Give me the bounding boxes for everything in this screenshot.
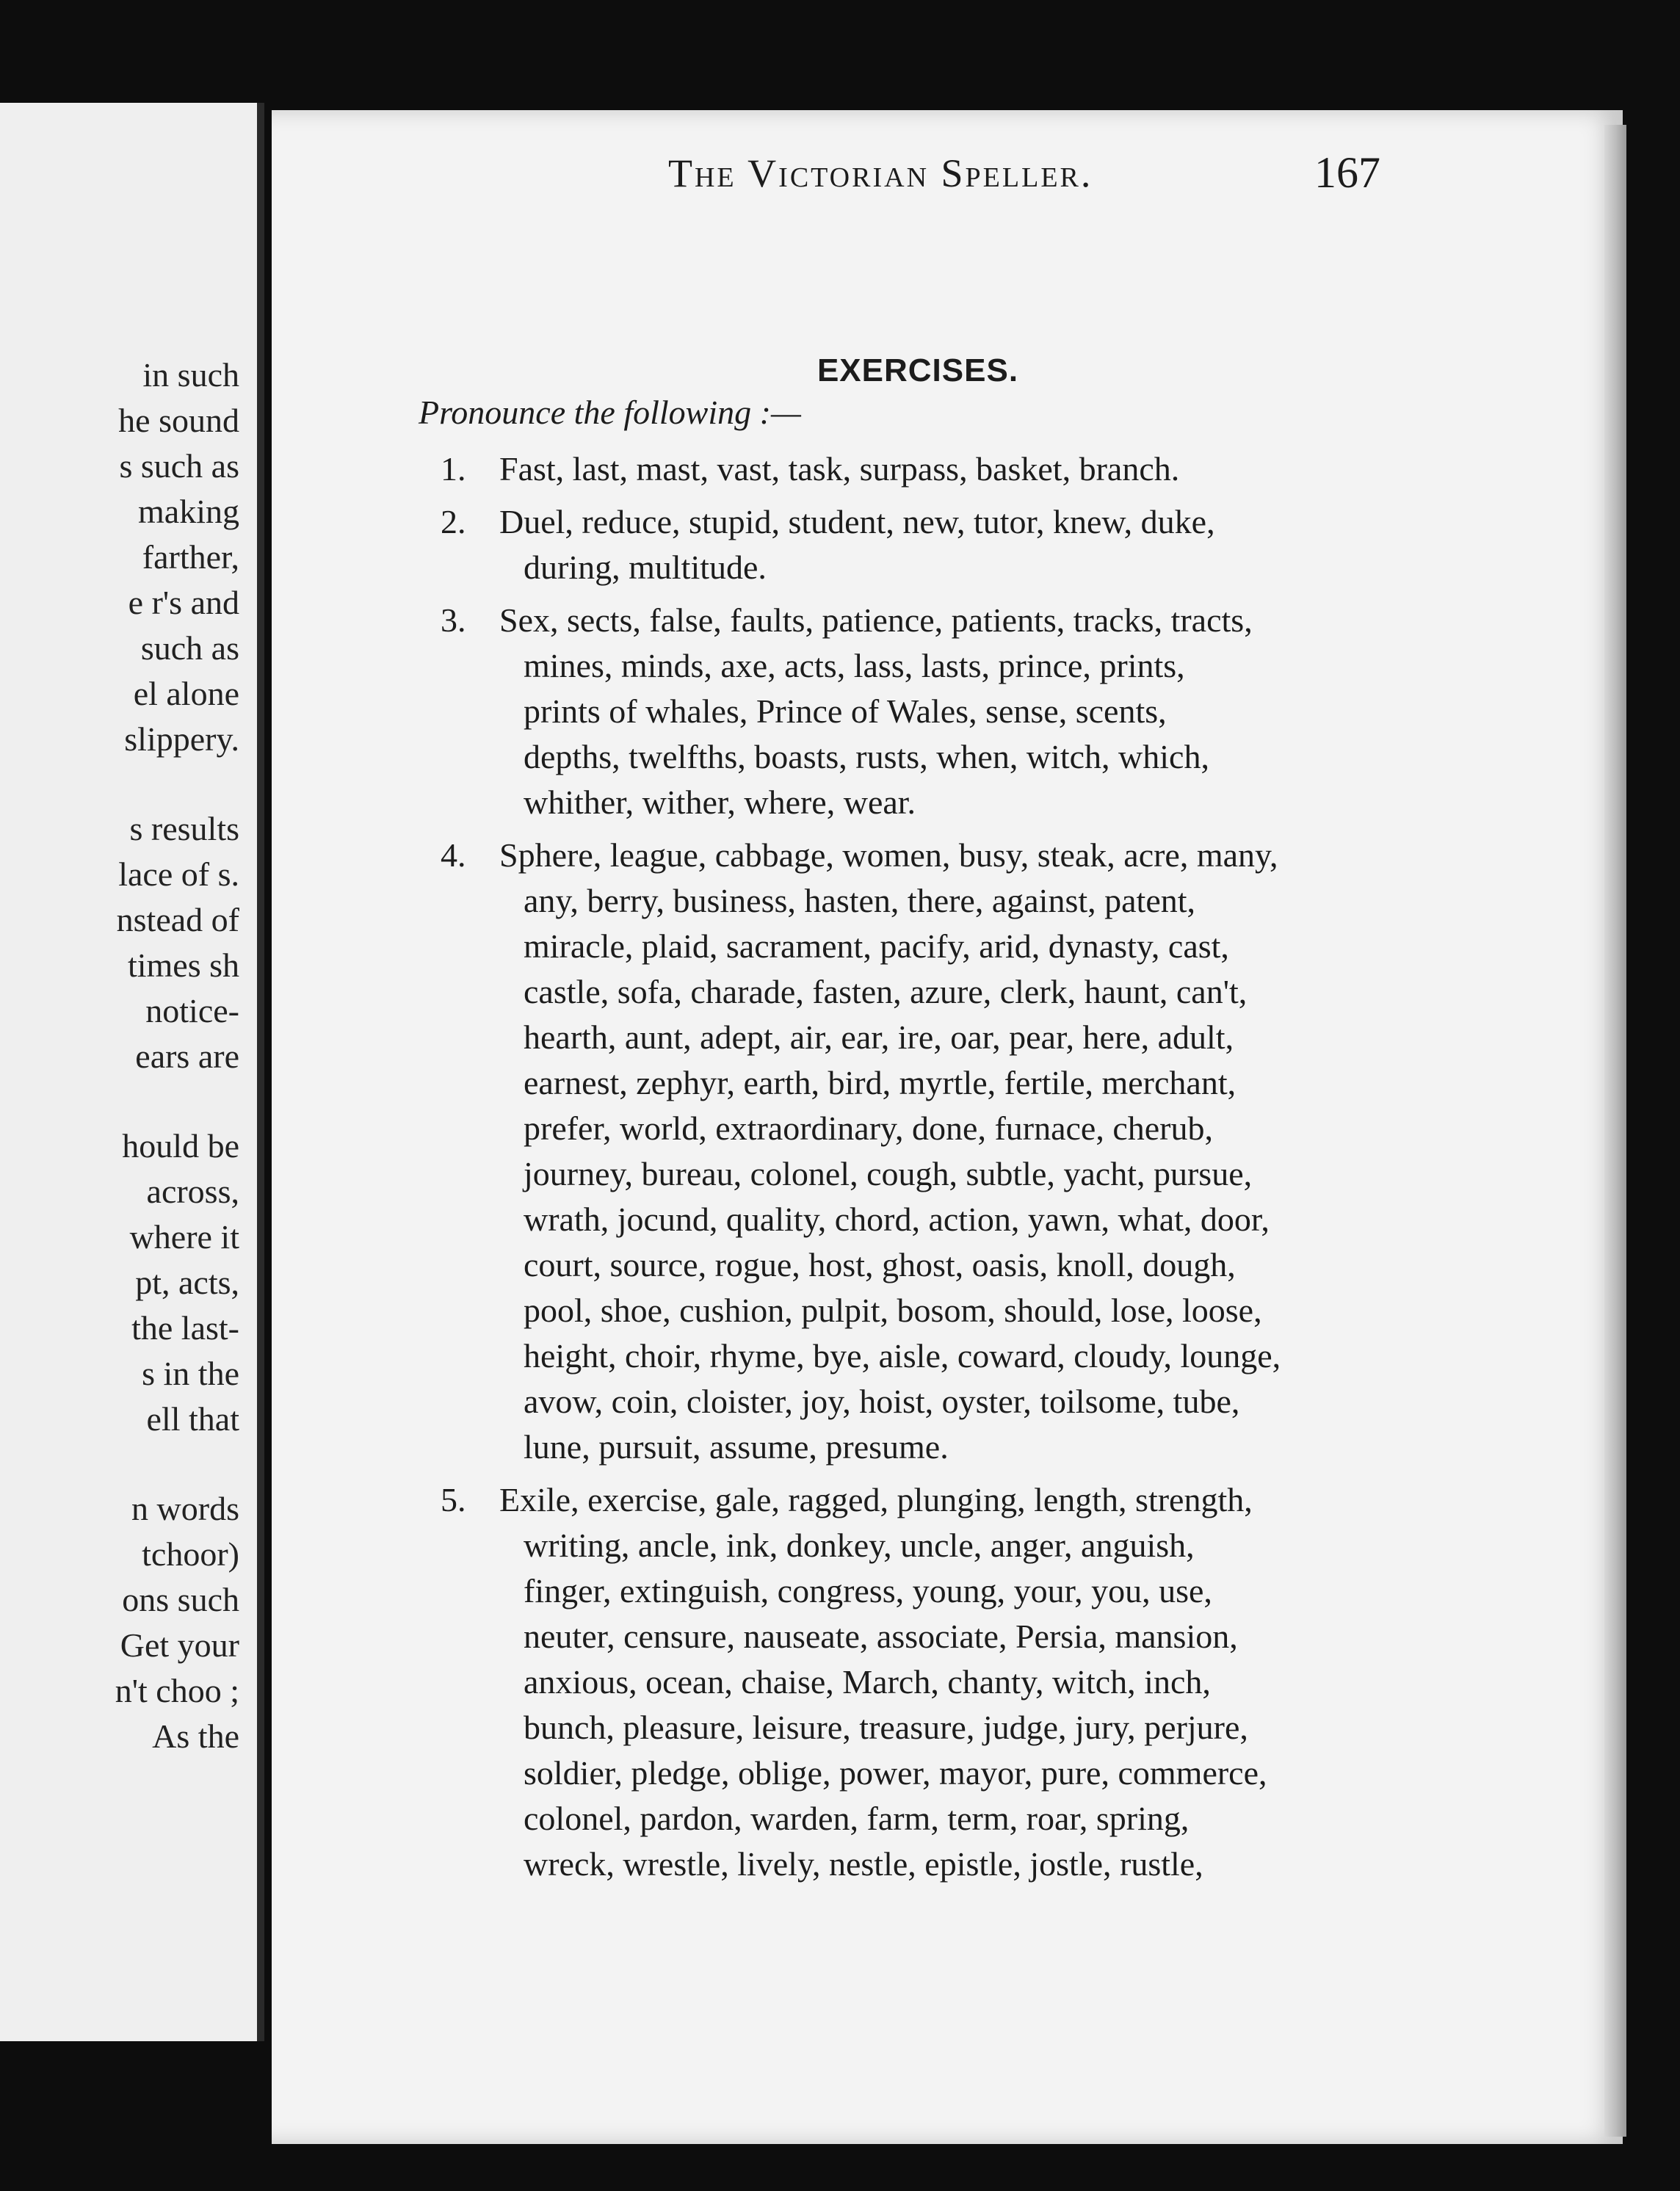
section-heading: EXERCISES. <box>817 352 1019 388</box>
exercise-line: during, multitude. <box>524 548 767 586</box>
exercise-line: wrath, jocund, quality, chord, action, yawn, what, door, <box>524 1200 1270 1238</box>
exercise-line: colonel, pardon, warden, farm, term, roar, spring, <box>524 1800 1190 1837</box>
running-head <box>397 148 1380 209</box>
facing-page-line: n words <box>131 1490 239 1527</box>
exercise-item <box>441 499 1388 590</box>
facing-page-line: times sh <box>127 946 239 984</box>
facing-page-paragraph <box>0 1486 239 1759</box>
facing-page-paragraph <box>0 806 239 1079</box>
exercise-line: finger, extinguish, congress, young, your, you, use, <box>524 1572 1212 1609</box>
facing-page-line: e r's and <box>128 584 239 621</box>
exercise-line: Sphere, league, cabbage, women, busy, steak, acre, many, <box>499 836 1278 874</box>
exercise-line: lune, pursuit, assume, presume. <box>524 1428 949 1466</box>
exercise-line: earnest, zephyr, earth, bird, myrtle, fertile, merchant, <box>524 1064 1237 1101</box>
exercise-line: neuter, censure, nauseate, associate, Persia, mansion, <box>524 1618 1238 1655</box>
facing-page-line: notice- <box>145 992 239 1029</box>
exercise-number: 5. <box>441 1481 466 1518</box>
facing-page-line: s results <box>129 810 239 847</box>
facing-page-line: el alone <box>133 675 239 712</box>
page-number: 167 <box>1314 148 1380 197</box>
exercise-line: Exile, exercise, gale, ragged, plunging, length, strength, <box>499 1481 1253 1518</box>
exercise-number: 1. <box>441 450 466 488</box>
exercise-line: avow, coin, cloister, joy, hoist, oyster, toilsome, tube, <box>524 1383 1240 1420</box>
exercise-line: pool, shoe, cushion, pulpit, bosom, should, lose, loose, <box>524 1292 1262 1329</box>
facing-page-line: ears are <box>135 1037 239 1075</box>
exercise-line: anxious, ocean, chaise, March, chanty, witch, inch, <box>524 1663 1211 1701</box>
header-title: The Victorian Speller. <box>668 151 1093 195</box>
exercise-line: whither, wither, where, wear. <box>524 783 916 821</box>
facing-page-line: ons such <box>122 1581 239 1618</box>
facing-page-line: hould be <box>122 1127 239 1165</box>
exercise-line: castle, sofa, charade, fasten, azure, clerk, haunt, can't, <box>524 973 1248 1010</box>
exercise-item <box>441 1477 1388 1887</box>
instruction-line: Pronounce the following :— <box>419 394 801 431</box>
exercise-line: Sex, sects, false, faults, patience, patients, tracks, tracts, <box>499 601 1253 639</box>
exercise-number: 4. <box>441 836 466 874</box>
facing-page-line: in such <box>142 356 239 394</box>
facing-page-line: the last- <box>131 1309 239 1347</box>
exercise-line: soldier, pledge, oblige, power, mayor, pure, commerce, <box>524 1754 1267 1792</box>
facing-page <box>0 103 264 2041</box>
facing-page-paragraph <box>0 352 239 762</box>
exercise-line: journey, bureau, colonel, cough, subtle, yacht, pursue, <box>524 1155 1253 1192</box>
exercise-item <box>441 446 1388 492</box>
exercise-line: bunch, pleasure, leisure, treasure, judge, jury, perjure, <box>524 1709 1248 1746</box>
exercise-line: Fast, last, mast, vast, task, surpass, basket, branch. <box>499 450 1180 488</box>
facing-page-line: pt, acts, <box>135 1264 239 1301</box>
exercise-item <box>441 598 1388 825</box>
facing-page-line: nstead of <box>116 901 239 938</box>
exercise-line: prefer, world, extraordinary, done, furnace, cherub, <box>524 1109 1214 1147</box>
facing-page-line: lace of s. <box>118 855 239 893</box>
exercise-line: hearth, aunt, adept, air, ear, ire, oar, pear, here, adult, <box>524 1018 1234 1056</box>
exercise-line: any, berry, business, hasten, there, against, patent, <box>524 882 1196 919</box>
exercise-line: writing, ancle, ink, donkey, uncle, anger, anguish, <box>524 1527 1195 1564</box>
facing-page-line: As the <box>152 1717 239 1755</box>
exercise-line: court, source, rogue, host, ghost, oasis, knoll, dough, <box>524 1246 1236 1283</box>
exercise-line: prints of whales, Prince of Wales, sense, scents, <box>524 692 1167 730</box>
facing-page-paragraph <box>0 1123 239 1442</box>
facing-page-line: where it <box>129 1218 239 1256</box>
facing-page-line: ell that <box>146 1400 239 1438</box>
facing-page-line: slippery. <box>124 720 239 758</box>
exercise-list <box>441 446 1388 1894</box>
exercise-line: depths, twelfths, boasts, rusts, when, witch, which, <box>524 738 1209 775</box>
exercise-line: mines, minds, axe, acts, lass, lasts, prince, prints, <box>524 647 1185 684</box>
facing-page-line: making <box>138 493 239 530</box>
facing-page-line: across, <box>146 1173 239 1210</box>
facing-page-line: Get your <box>120 1626 239 1664</box>
exercise-number: 3. <box>441 601 466 639</box>
exercise-line: Duel, reduce, stupid, student, new, tutor, knew, duke, <box>499 503 1215 540</box>
exercise-item <box>441 833 1388 1470</box>
facing-page-text <box>0 352 239 1803</box>
facing-page-line: n't choo ; <box>115 1672 239 1709</box>
facing-page-line: farther, <box>142 538 239 576</box>
facing-page-line: tchoor) <box>142 1535 239 1573</box>
facing-page-line: he sound <box>118 402 239 439</box>
facing-page-line: s such as <box>119 447 239 485</box>
facing-page-line: such as <box>140 629 239 667</box>
page-edge <box>1604 125 1626 2137</box>
exercise-line: miracle, plaid, sacrament, pacify, arid, dynasty, cast, <box>524 927 1229 965</box>
facing-page-line: s in the <box>142 1355 239 1392</box>
exercise-line: wreck, wrestle, lively, nestle, epistle, jostle, rustle, <box>524 1845 1203 1883</box>
exercise-line: height, choir, rhyme, bye, aisle, coward, cloudy, lounge, <box>524 1337 1281 1375</box>
exercise-number: 2. <box>441 503 466 540</box>
